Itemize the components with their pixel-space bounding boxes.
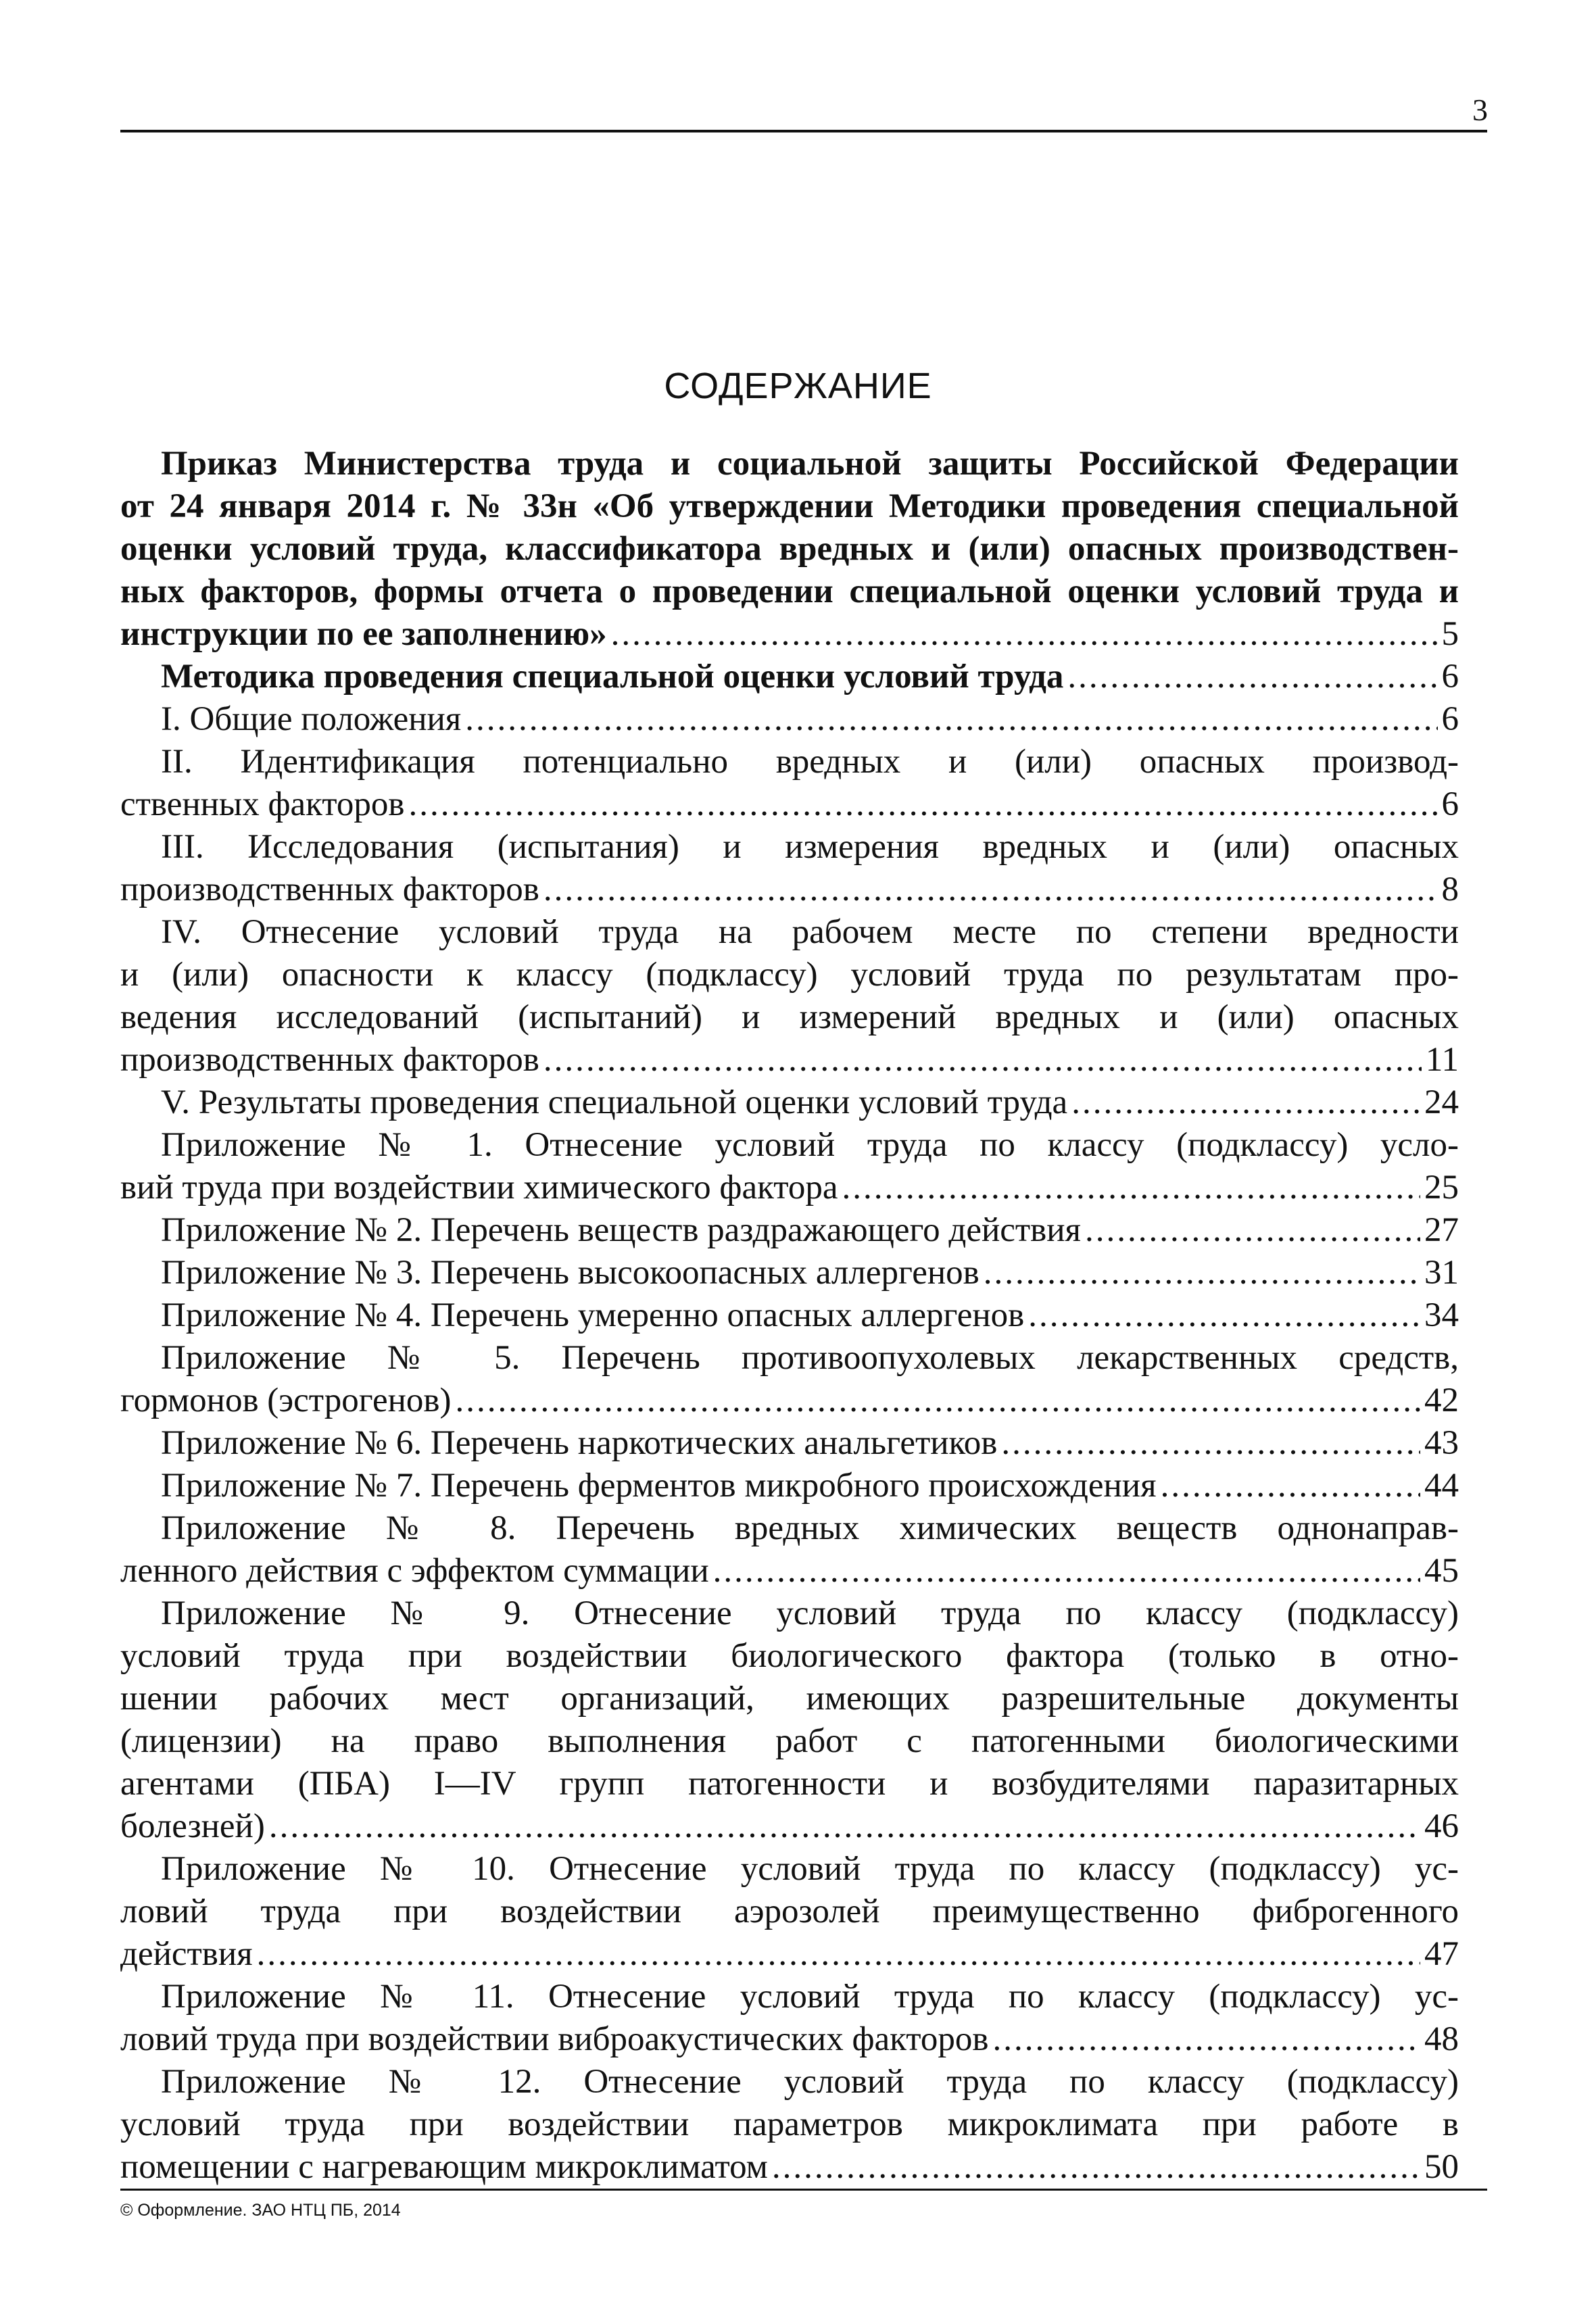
footer-copyright: © Оформление. ЗАО НТЦ ПБ, 2014	[120, 2201, 401, 2220]
toc-line: ведения исследований (испытаний) и измерений вредных и (или) опасных	[120, 998, 1459, 1036]
toc-page-number: 6	[1441, 658, 1459, 696]
toc-page-number: 8	[1441, 871, 1459, 908]
toc-entry-last-line	[120, 1081, 1459, 1124]
toc-entry-title: Приложение № 4. Перечень умеренно опасных аллергенов	[161, 1296, 1025, 1334]
toc-entry-title: производственных факторов	[120, 871, 539, 908]
toc-page-number: 5	[1441, 615, 1459, 653]
toc-entries	[120, 656, 1459, 2189]
toc-entry-last-line	[120, 1252, 1459, 1294]
toc-line: условий труда при воздействии параметров микроклимата при работе в	[120, 2105, 1459, 2143]
toc-entry-last-line	[120, 1167, 1459, 1209]
toc-entry	[120, 1848, 1459, 1976]
toc-line: Приложение № 11. Отнесение условий труда по классу (подклассу) ус-	[161, 1978, 1459, 2016]
toc-line: ных факторов, формы отчета о проведении специальной оценки условий труда и	[120, 572, 1459, 610]
toc-line: ловий труда при воздействии аэрозолей преимущественно фиброгенного	[120, 1893, 1459, 1930]
toc-entry	[120, 1209, 1459, 1252]
toc-leader-dots	[543, 869, 1438, 911]
toc-entry	[120, 826, 1459, 911]
toc-entry-last-line	[120, 1294, 1459, 1337]
toc-leader-dots	[543, 1039, 1422, 1081]
toc-leader-dots	[1028, 1294, 1420, 1337]
toc-entry-last-line	[120, 1550, 1459, 1592]
toc-line: (лицензии) на право выполнения работ с патогенными биологическими	[120, 1722, 1459, 1760]
toc-entry	[120, 1465, 1459, 1507]
toc-leader-dots	[1067, 656, 1437, 698]
toc-entry-title: Приложение № 2. Перечень веществ раздражающего действия	[161, 1211, 1082, 1249]
toc-entry-title: Приложение № 7. Перечень ферментов микробного происхождения	[161, 1467, 1157, 1505]
toc-entry-last-line	[120, 698, 1459, 741]
toc-leader-dots	[408, 783, 1437, 826]
toc-entry-title: помещении с нагревающим микроклиматом	[120, 2148, 768, 2186]
toc-page-number: 31	[1424, 1254, 1459, 1292]
toc-leader-dots	[842, 1167, 1420, 1209]
toc-entry-order	[120, 443, 1459, 656]
toc-leader-dots	[992, 2018, 1420, 2061]
toc-line: шении рабочих мест организаций, имеющих разрешительные документы	[120, 1680, 1459, 1717]
toc-leader-dots	[1071, 1081, 1420, 1124]
toc-leader-dots	[713, 1550, 1420, 1592]
toc-entry-title: Приложение № 6. Перечень наркотических анальгетиков	[161, 1424, 998, 1462]
toc-page-number: 48	[1424, 2020, 1459, 2058]
toc-leader-dots	[611, 613, 1438, 656]
toc-entry	[120, 1124, 1459, 1209]
toc-entry-title: I. Общие положения	[161, 700, 462, 738]
toc-page-number: 43	[1424, 1424, 1459, 1462]
toc-entry	[120, 698, 1459, 741]
top-rule	[120, 130, 1487, 132]
toc-entry-last-line	[120, 1209, 1459, 1252]
toc-entry	[120, 1976, 1459, 2061]
toc-line: III. Исследования (испытания) и измерения вредных и (или) опасных	[161, 828, 1459, 866]
toc-entry	[120, 1252, 1459, 1294]
toc-entry	[120, 741, 1459, 826]
toc-entry-title: производственных факторов	[120, 1041, 539, 1079]
toc-leader-dots	[269, 1805, 1420, 1848]
toc-leader-dots	[455, 1380, 1420, 1422]
toc-page-number: 34	[1424, 1296, 1459, 1334]
toc-page-number: 42	[1424, 1382, 1459, 1419]
toc-entry-last-line	[120, 1422, 1459, 1465]
toc-entry-last-line	[120, 869, 1459, 911]
toc-entry-title: болезней)	[120, 1807, 265, 1845]
toc-page-number: 44	[1424, 1467, 1459, 1505]
toc-entry-title: ленного действия с эффектом суммации	[120, 1552, 709, 1590]
toc-entry	[120, 1294, 1459, 1337]
toc-line: Приложение № 5. Перечень противоопухолевых лекарственных средств,	[161, 1339, 1459, 1377]
toc-entry-title: ственных факторов	[120, 785, 405, 823]
toc-entry	[120, 656, 1459, 698]
toc-entry	[120, 1337, 1459, 1422]
toc-page-number: 47	[1424, 1935, 1459, 1973]
toc-line: и (или) опасности к классу (подклассу) условий труда по результатам про-	[120, 956, 1459, 994]
toc-line: агентами (ПБА) I—IV групп патогенности и возбудителями паразитарных	[120, 1765, 1459, 1803]
toc-entry-last-line	[120, 783, 1459, 826]
toc-entry-last-line	[120, 1465, 1459, 1507]
toc-leader-dots	[465, 698, 1437, 741]
toc-page-number: 46	[1424, 1807, 1459, 1845]
toc-leader-dots	[772, 2146, 1420, 2189]
toc-entry-last-line	[120, 613, 1459, 656]
bottom-rule	[120, 2189, 1487, 2191]
toc-line: Приложение № 10. Отнесение условий труда по классу (подклассу) ус-	[161, 1850, 1459, 1888]
toc-line: оценки условий труда, классификатора вредных и (или) опасных производствен-	[120, 530, 1459, 568]
page-title: СОДЕРЖАНИЕ	[664, 366, 932, 406]
toc-line: Приложение № 12. Отнесение условий труда по классу (подклассу)	[161, 2063, 1459, 2101]
toc-entry-title: гормонов (эстрогенов)	[120, 1382, 452, 1419]
toc-entry	[120, 1507, 1459, 1592]
toc-line: от 24 января 2014 г. № 33н «Об утверждении Методики проведения специальной	[120, 487, 1459, 525]
toc-page-number: 24	[1424, 1083, 1459, 1121]
toc-entry-last-line	[120, 1933, 1459, 1976]
toc-page-number: 25	[1424, 1169, 1459, 1207]
toc-entry-last-line	[120, 1805, 1459, 1848]
toc-entry-title: действия	[120, 1935, 253, 1973]
toc-entry-title: Методика проведения специальной оценки условий труда	[161, 658, 1064, 696]
toc-line: условий труда при воздействии биологического фактора (только в отно-	[120, 1637, 1459, 1675]
toc-entry-title: вий труда при воздействии химического фактора	[120, 1169, 838, 1207]
toc-entry-last-line	[120, 656, 1459, 698]
toc-entry	[120, 1592, 1459, 1848]
toc-page-number: 6	[1441, 785, 1459, 823]
toc-entry	[120, 2061, 1459, 2189]
table-of-contents	[120, 443, 1459, 2189]
page-number: 3	[1472, 93, 1488, 127]
toc-entry-last-line	[120, 2018, 1459, 2061]
toc-leader-dots	[1161, 1465, 1420, 1507]
toc-entry-title: ловий труда при воздействии виброакустических факторов	[120, 2020, 989, 2058]
toc-page-number: 50	[1424, 2148, 1459, 2186]
toc-leader-dots	[257, 1933, 1420, 1976]
toc-line: Приложение № 9. Отнесение условий труда по классу (подклассу)	[161, 1594, 1459, 1632]
toc-page-number: 6	[1441, 700, 1459, 738]
toc-page-number: 27	[1424, 1211, 1459, 1249]
toc-entry	[120, 1081, 1459, 1124]
toc-line: Приказ Министерства труда и социальной защиты Российской Федерации	[161, 445, 1459, 483]
toc-page-number: 11	[1425, 1041, 1459, 1079]
toc-entry	[120, 1422, 1459, 1465]
toc-entry	[120, 911, 1459, 1081]
toc-entry-title: Приложение № 3. Перечень высокоопасных аллергенов	[161, 1254, 980, 1292]
toc-leader-dots	[984, 1252, 1420, 1294]
toc-line: Приложение № 8. Перечень вредных химических веществ однонаправ-	[161, 1509, 1459, 1547]
toc-leader-dots	[1001, 1422, 1420, 1465]
toc-entry-last-line	[120, 2146, 1459, 2189]
toc-entry-title: инструкции по ее заполнению»	[120, 615, 607, 653]
toc-line: IV. Отнесение условий труда на рабочем месте по степени вредности	[161, 913, 1459, 951]
toc-entry-title: V. Результаты проведения специальной оценки условий труда	[161, 1083, 1068, 1121]
toc-entry-last-line	[120, 1380, 1459, 1422]
toc-entry-last-line	[120, 1039, 1459, 1081]
toc-line: Приложение № 1. Отнесение условий труда по классу (подклассу) усло-	[161, 1126, 1459, 1164]
toc-page-number: 45	[1424, 1552, 1459, 1590]
toc-line: II. Идентификация потенциально вредных и (или) опасных производ-	[161, 743, 1459, 781]
toc-leader-dots	[1085, 1209, 1420, 1252]
